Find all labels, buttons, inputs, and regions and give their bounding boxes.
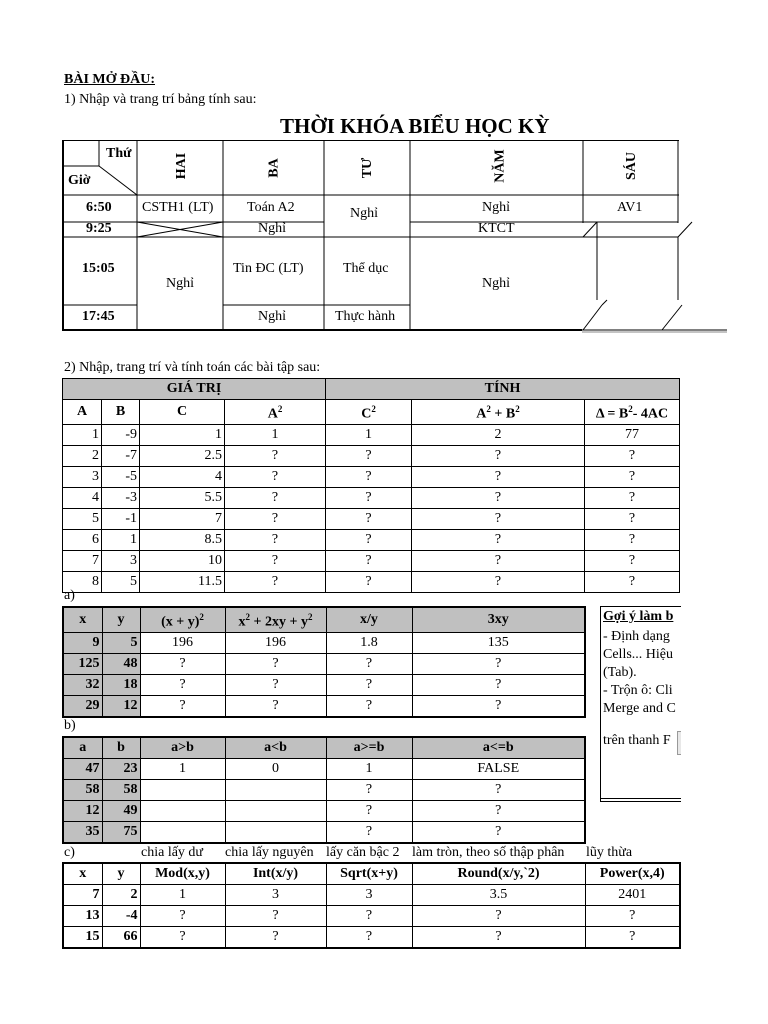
table-cell[interactable]: ? <box>326 487 412 508</box>
table-cell[interactable]: ? <box>140 906 225 927</box>
time-1745: 17:45 <box>82 309 115 324</box>
table-cell[interactable]: 7 <box>63 550 102 571</box>
table-cell[interactable]: 58 <box>102 780 140 801</box>
table-cell[interactable]: ? <box>225 927 326 949</box>
hint-line: - Định dạng <box>603 629 670 644</box>
table-cell[interactable]: 2 <box>412 424 585 445</box>
table-cell[interactable]: 29 <box>63 695 102 717</box>
col-a: A <box>63 400 102 425</box>
group-tinh: TÍNH <box>326 379 680 400</box>
table-cell[interactable]: 2401 <box>585 885 680 906</box>
merge-cells-icon[interactable] <box>677 731 681 755</box>
table-cell[interactable]: 1 <box>140 885 225 906</box>
table-cell[interactable]: ? <box>326 906 412 927</box>
table-cell[interactable]: 1 <box>326 759 412 780</box>
cell-tu-am: Nghỉ <box>350 206 378 221</box>
table-cell[interactable]: 196 <box>140 632 225 653</box>
table-cell[interactable]: ? <box>585 571 680 592</box>
table-cell[interactable]: ? <box>326 466 412 487</box>
part-a-table <box>62 606 586 718</box>
hint-title: Gợi ý làm b <box>603 609 674 624</box>
table-cell[interactable]: 5 <box>102 632 140 653</box>
table-cell[interactable]: ? <box>412 487 585 508</box>
cell-nam-925: KTCT <box>478 221 515 236</box>
table-row <box>63 529 680 550</box>
part-b-table <box>62 736 586 844</box>
table-cell[interactable] <box>225 780 326 801</box>
table-cell[interactable]: ? <box>585 508 680 529</box>
table-cell[interactable]: 13 <box>63 906 102 927</box>
table-cell[interactable]: ? <box>326 695 412 717</box>
part-c-table <box>62 862 681 949</box>
table-cell[interactable]: ? <box>412 695 585 717</box>
table-cell[interactable]: 23 <box>102 759 140 780</box>
cell-tu-1745: Thực hành <box>335 309 396 324</box>
corner-gio: Giờ <box>68 173 91 188</box>
table-cell[interactable] <box>225 801 326 822</box>
table-cell[interactable]: 1 <box>140 759 225 780</box>
table-cell[interactable]: 47 <box>63 759 102 780</box>
table-cell[interactable]: 35 <box>63 822 102 844</box>
table-cell[interactable]: ? <box>225 529 326 550</box>
table-cell[interactable]: ? <box>140 695 225 717</box>
table-cell[interactable]: 2 <box>63 445 102 466</box>
table-cell[interactable]: ? <box>585 529 680 550</box>
table-cell[interactable]: ? <box>585 487 680 508</box>
table-cell[interactable]: ? <box>225 508 326 529</box>
a-col-sq: $(x + y)^2$ <box>140 607 225 632</box>
a-col-expand: $x^2 + 2xy + y^2$ <box>225 607 326 632</box>
table-cell[interactable] <box>140 780 225 801</box>
table-cell[interactable]: ? <box>585 466 680 487</box>
table-cell[interactable]: 48 <box>102 653 140 674</box>
b-col-gt: a>b <box>140 737 225 759</box>
table-cell[interactable]: 2.5 <box>140 445 225 466</box>
table-cell[interactable]: 7 <box>140 508 225 529</box>
table-cell[interactable]: ? <box>326 508 412 529</box>
values-table <box>62 378 680 593</box>
table-row <box>63 885 680 906</box>
col-a2: $A^2$ <box>225 400 326 425</box>
table-cell[interactable]: 1 <box>326 424 412 445</box>
table-cell[interactable]: ? <box>412 508 585 529</box>
table-cell[interactable]: -9 <box>102 424 140 445</box>
hint-line: Cells... Hiệu <box>603 647 673 662</box>
col-b: B <box>102 400 140 425</box>
table-cell[interactable]: ? <box>225 571 326 592</box>
table-cell[interactable]: -5 <box>102 466 140 487</box>
schedule-title: THỜI KHÓA BIỂU HỌC KỲ <box>280 114 550 138</box>
time-925: 9:25 <box>86 221 112 236</box>
table-cell[interactable]: ? <box>412 780 585 801</box>
table-cell[interactable]: 77 <box>585 424 680 445</box>
table-cell[interactable]: ? <box>140 927 225 949</box>
table-cell[interactable]: 10 <box>140 550 225 571</box>
table-cell[interactable]: 0 <box>225 759 326 780</box>
table-cell[interactable]: ? <box>225 445 326 466</box>
table-row <box>63 424 680 445</box>
time-1505: 15:05 <box>82 261 115 276</box>
table-row <box>63 695 585 717</box>
cell-tu-1505: Thể dục <box>343 261 389 276</box>
table-cell[interactable]: 3 <box>63 466 102 487</box>
table-cell[interactable]: ? <box>585 906 680 927</box>
cell-sau-650: AV1 <box>617 200 643 215</box>
table-cell[interactable]: ? <box>140 653 225 674</box>
cell-hai-pm: Nghỉ <box>166 276 194 291</box>
table-cell[interactable] <box>140 801 225 822</box>
table-cell[interactable]: 15 <box>63 927 102 949</box>
col-c: C <box>140 400 225 425</box>
table-row <box>63 653 585 674</box>
corner-thu: Thứ <box>106 146 132 161</box>
table-cell[interactable]: 7 <box>63 885 102 906</box>
table-row <box>63 822 585 844</box>
table-row <box>63 466 680 487</box>
table-cell[interactable]: ? <box>326 550 412 571</box>
table-cell[interactable] <box>140 822 225 844</box>
table-row <box>63 759 585 780</box>
day-ba: BA <box>266 158 282 178</box>
table-cell[interactable]: ? <box>326 571 412 592</box>
task-2-text: 2) Nhập, trang trí và tính toán các bài tập sau: <box>64 360 321 375</box>
table-cell[interactable]: ? <box>412 801 585 822</box>
cell-hai-650: CSTH1 (LT) <box>142 200 214 215</box>
table-cell[interactable]: ? <box>412 466 585 487</box>
col-a2b2: $A^2 + B^2$ <box>412 400 585 425</box>
table-cell[interactable]: 5 <box>63 508 102 529</box>
table-row <box>63 487 680 508</box>
hint-line: - Trộn ô: Cli <box>603 683 673 698</box>
table-cell[interactable]: ? <box>326 445 412 466</box>
table-cell[interactable]: ? <box>412 674 585 695</box>
table-cell[interactable]: ? <box>326 529 412 550</box>
c-col-mod: Mod(x,y) <box>140 863 225 885</box>
b-col-b: b <box>102 737 140 759</box>
a-col-y: y <box>102 607 140 632</box>
table-cell[interactable]: 1 <box>225 424 326 445</box>
b-col-a: a <box>63 737 102 759</box>
cell-ba-650: Toán A2 <box>247 200 295 215</box>
table-cell[interactable]: 12 <box>102 695 140 717</box>
table-row <box>63 508 680 529</box>
table-cell[interactable]: 49 <box>102 801 140 822</box>
table-cell[interactable]: ? <box>326 927 412 949</box>
table-row <box>63 780 585 801</box>
day-nam: NĂM <box>492 149 508 183</box>
note-mod: chia lấy dư <box>141 845 204 860</box>
table-cell[interactable]: -1 <box>102 508 140 529</box>
table-cell[interactable]: -4 <box>102 906 140 927</box>
table-cell[interactable]: ? <box>326 653 412 674</box>
table-row <box>63 906 680 927</box>
c-col-y: y <box>102 863 140 885</box>
c-col-sqrt: Sqrt(x+y) <box>326 863 412 885</box>
section-title: BÀI MỞ ĐẦU: <box>64 72 155 87</box>
table-cell[interactable]: FALSE <box>412 759 585 780</box>
cell-nam-650: Nghỉ <box>482 200 510 215</box>
table-cell[interactable]: 125 <box>63 653 102 674</box>
part-b-label: b) <box>64 718 76 733</box>
table-cell[interactable]: 8 <box>63 571 102 592</box>
table-cell[interactable]: 18 <box>102 674 140 695</box>
table-cell[interactable]: ? <box>585 550 680 571</box>
table-cell[interactable]: 3.5 <box>412 885 585 906</box>
part-a-label: a) <box>64 588 75 603</box>
hint-line: Merge and C <box>603 701 676 716</box>
c-col-power: Power(x,4) <box>585 863 680 885</box>
c-col-round: Round(x/y,`2) <box>412 863 585 885</box>
table-cell[interactable]: ? <box>225 487 326 508</box>
table-cell[interactable]: ? <box>412 445 585 466</box>
note-sqrt: lấy căn bậc 2 <box>326 845 400 860</box>
note-power: lũy thừa <box>586 845 633 860</box>
note-int: chia lấy nguyên <box>225 845 314 860</box>
note-round: làm tròn, theo số thập phân <box>412 845 565 860</box>
table-row <box>63 571 680 592</box>
table-cell[interactable]: 1 <box>102 529 140 550</box>
cell-ba-1505: Tin ĐC (LT) <box>233 261 304 276</box>
table-cell[interactable]: 9 <box>63 632 102 653</box>
table-cell[interactable]: ? <box>225 695 326 717</box>
table-cell[interactable]: 1 <box>140 424 225 445</box>
table-cell[interactable]: ? <box>326 801 412 822</box>
table-cell[interactable]: ? <box>326 674 412 695</box>
cell-ba-1745: Nghỉ <box>258 309 286 324</box>
table-cell[interactable]: 4 <box>63 487 102 508</box>
time-650: 6:50 <box>86 200 112 215</box>
table-cell[interactable]: ? <box>585 927 680 949</box>
table-cell[interactable]: 1.8 <box>326 632 412 653</box>
table-cell[interactable]: 3 <box>225 885 326 906</box>
b-col-le: a<=b <box>412 737 585 759</box>
table-cell[interactable]: ? <box>412 571 585 592</box>
table-row <box>63 445 680 466</box>
table-cell[interactable]: ? <box>326 780 412 801</box>
table-cell[interactable]: ? <box>225 466 326 487</box>
table-cell[interactable]: ? <box>225 653 326 674</box>
table-row <box>63 801 585 822</box>
table-cell[interactable]: ? <box>140 674 225 695</box>
cell-ba-925: Nghỉ <box>258 221 286 236</box>
table-cell[interactable]: ? <box>412 529 585 550</box>
table-cell[interactable]: ? <box>412 927 585 949</box>
table-cell[interactable]: 135 <box>412 632 585 653</box>
table-row <box>63 927 680 949</box>
table-cell[interactable]: ? <box>412 550 585 571</box>
table-cell[interactable]: 1 <box>63 424 102 445</box>
group-gia-tri: GIÁ TRỊ <box>63 379 326 400</box>
table-cell[interactable]: 75 <box>102 822 140 844</box>
c-col-int: Int(x/y) <box>225 863 326 885</box>
table-cell[interactable] <box>225 822 326 844</box>
hint-line: (Tab). <box>603 665 637 680</box>
table-cell[interactable]: 6 <box>63 529 102 550</box>
table-cell[interactable]: -7 <box>102 445 140 466</box>
table-cell[interactable]: ? <box>412 906 585 927</box>
hint-line: trên thanh F <box>603 733 671 748</box>
table-cell[interactable]: 196 <box>225 632 326 653</box>
schedule-table <box>62 140 680 332</box>
table-cell[interactable]: 66 <box>102 927 140 949</box>
col-c2: $C^2$ <box>326 400 412 425</box>
table-cell[interactable]: 3 <box>102 550 140 571</box>
table-cell[interactable]: 5.5 <box>140 487 225 508</box>
day-hai: HAI <box>174 152 190 180</box>
table-cell[interactable]: 4 <box>140 466 225 487</box>
table-cell[interactable]: ? <box>585 445 680 466</box>
table-cell[interactable]: ? <box>225 906 326 927</box>
table-cell[interactable]: -3 <box>102 487 140 508</box>
table-cell[interactable]: 11.5 <box>140 571 225 592</box>
hint-box <box>600 606 681 802</box>
b-col-lt: a<b <box>225 737 326 759</box>
table-row <box>63 632 585 653</box>
table-row <box>63 550 680 571</box>
a-col-x: x <box>63 607 102 632</box>
table-cell[interactable]: ? <box>225 550 326 571</box>
table-cell[interactable]: 8.5 <box>140 529 225 550</box>
day-tu: TƯ <box>360 157 376 179</box>
table-row <box>63 674 585 695</box>
table-cell[interactable]: ? <box>412 822 585 844</box>
table-cell[interactable]: 3 <box>326 885 412 906</box>
part-c-label: c) <box>64 845 75 860</box>
table-cell[interactable]: ? <box>326 822 412 844</box>
c-col-x: x <box>63 863 102 885</box>
a-col-3xy: 3xy <box>412 607 585 632</box>
cell-nam-pm: Nghỉ <box>482 276 510 291</box>
table-cell[interactable]: 32 <box>63 674 102 695</box>
table-cell[interactable]: ? <box>225 674 326 695</box>
table-cell[interactable]: 5 <box>102 571 140 592</box>
task-1-text: 1) Nhập và trang trí bảng tính sau: <box>64 92 257 107</box>
b-col-ge: a>=b <box>326 737 412 759</box>
a-col-div: x/y <box>326 607 412 632</box>
col-delta: $\Delta = B^2-$ 4AC <box>585 400 680 425</box>
table-cell[interactable]: 58 <box>63 780 102 801</box>
day-sau: SÁU <box>624 151 640 181</box>
table-cell[interactable]: 12 <box>63 801 102 822</box>
table-cell[interactable]: 2 <box>102 885 140 906</box>
table-cell[interactable]: ? <box>412 653 585 674</box>
